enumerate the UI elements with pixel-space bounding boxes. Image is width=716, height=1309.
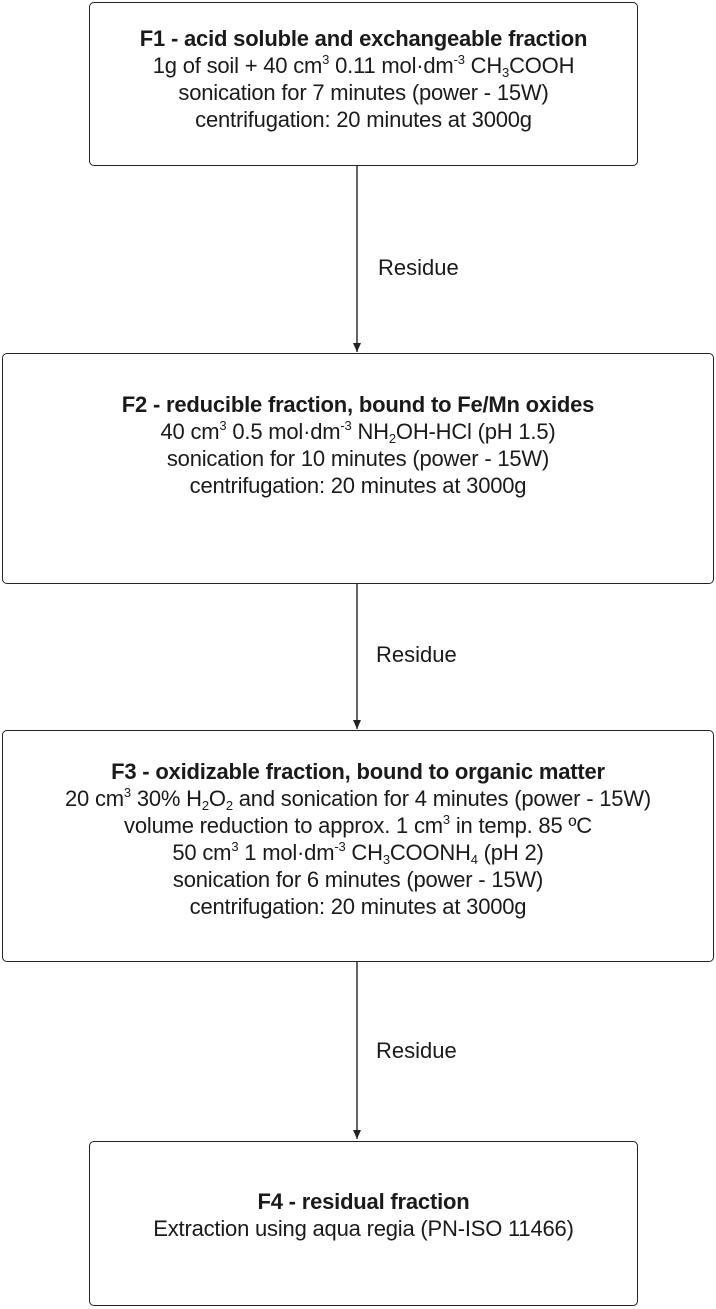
- f3-title: F3 - oxidizable fraction, bound to organic matter: [111, 759, 605, 784]
- residue-label-1: Residue: [378, 255, 459, 280]
- residue-label-3: Residue: [376, 1038, 457, 1063]
- f2-reagent-line: 40 $cm^3$ 0.5 $mol\cdot dm^{-3}$ $NH_2OH$-HCl (pH 1.5): [160, 418, 556, 446]
- f2-title: F2 - reducible fraction, bound to Fe/Mn oxides: [121, 392, 595, 417]
- f3-peroxide-line: 20 $cm^3$ 30% $H_2O_2$ and sonication for 4 minutes (power - 15W): [64, 785, 652, 813]
- f2-sonication-line: sonication for 10 minutes (power - 15W): [166, 446, 550, 471]
- fraction-box-f4: [89, 1141, 638, 1306]
- f4-extraction-line: Extraction using aqua regia (PN-ISO 11466): [153, 1216, 574, 1241]
- f3-reagent-line: 50 $cm^3$ 1 $mol\cdot dm^{-3}$ $CH_3COONH_4$ (pH 2): [172, 839, 544, 867]
- f1-centrifugation-line: centrifugation: 20 minutes at 3000g: [195, 107, 532, 132]
- f3-sonication-line: sonication for 6 minutes (power - 15W): [172, 867, 544, 892]
- f1-title: F1 - acid soluble and exchangeable fraction: [139, 26, 588, 51]
- f1-reagent-line: 1g of soil + 40 $cm^3$ 0.11 $mol\cdot dm^{-3}$ $CH_3COOH$: [152, 52, 575, 80]
- fraction-box-f2: [2, 353, 714, 584]
- fraction-box-f3: [2, 730, 714, 962]
- fraction-box-f1: [89, 2, 638, 166]
- f2-centrifugation-line: centrifugation: 20 minutes at 3000g: [189, 473, 527, 498]
- residue-label-2: Residue: [376, 642, 457, 667]
- f1-sonication-line: sonication for 7 minutes (power - 15W): [178, 80, 549, 105]
- f3-volume-reduction-line: volume reduction to approx. 1 $cm^3$ in temp. 85 ºC: [124, 812, 592, 838]
- f4-title: F4 - residual fraction: [257, 1189, 470, 1214]
- f3-centrifugation-line: centrifugation: 20 minutes at 3000g: [189, 894, 527, 919]
